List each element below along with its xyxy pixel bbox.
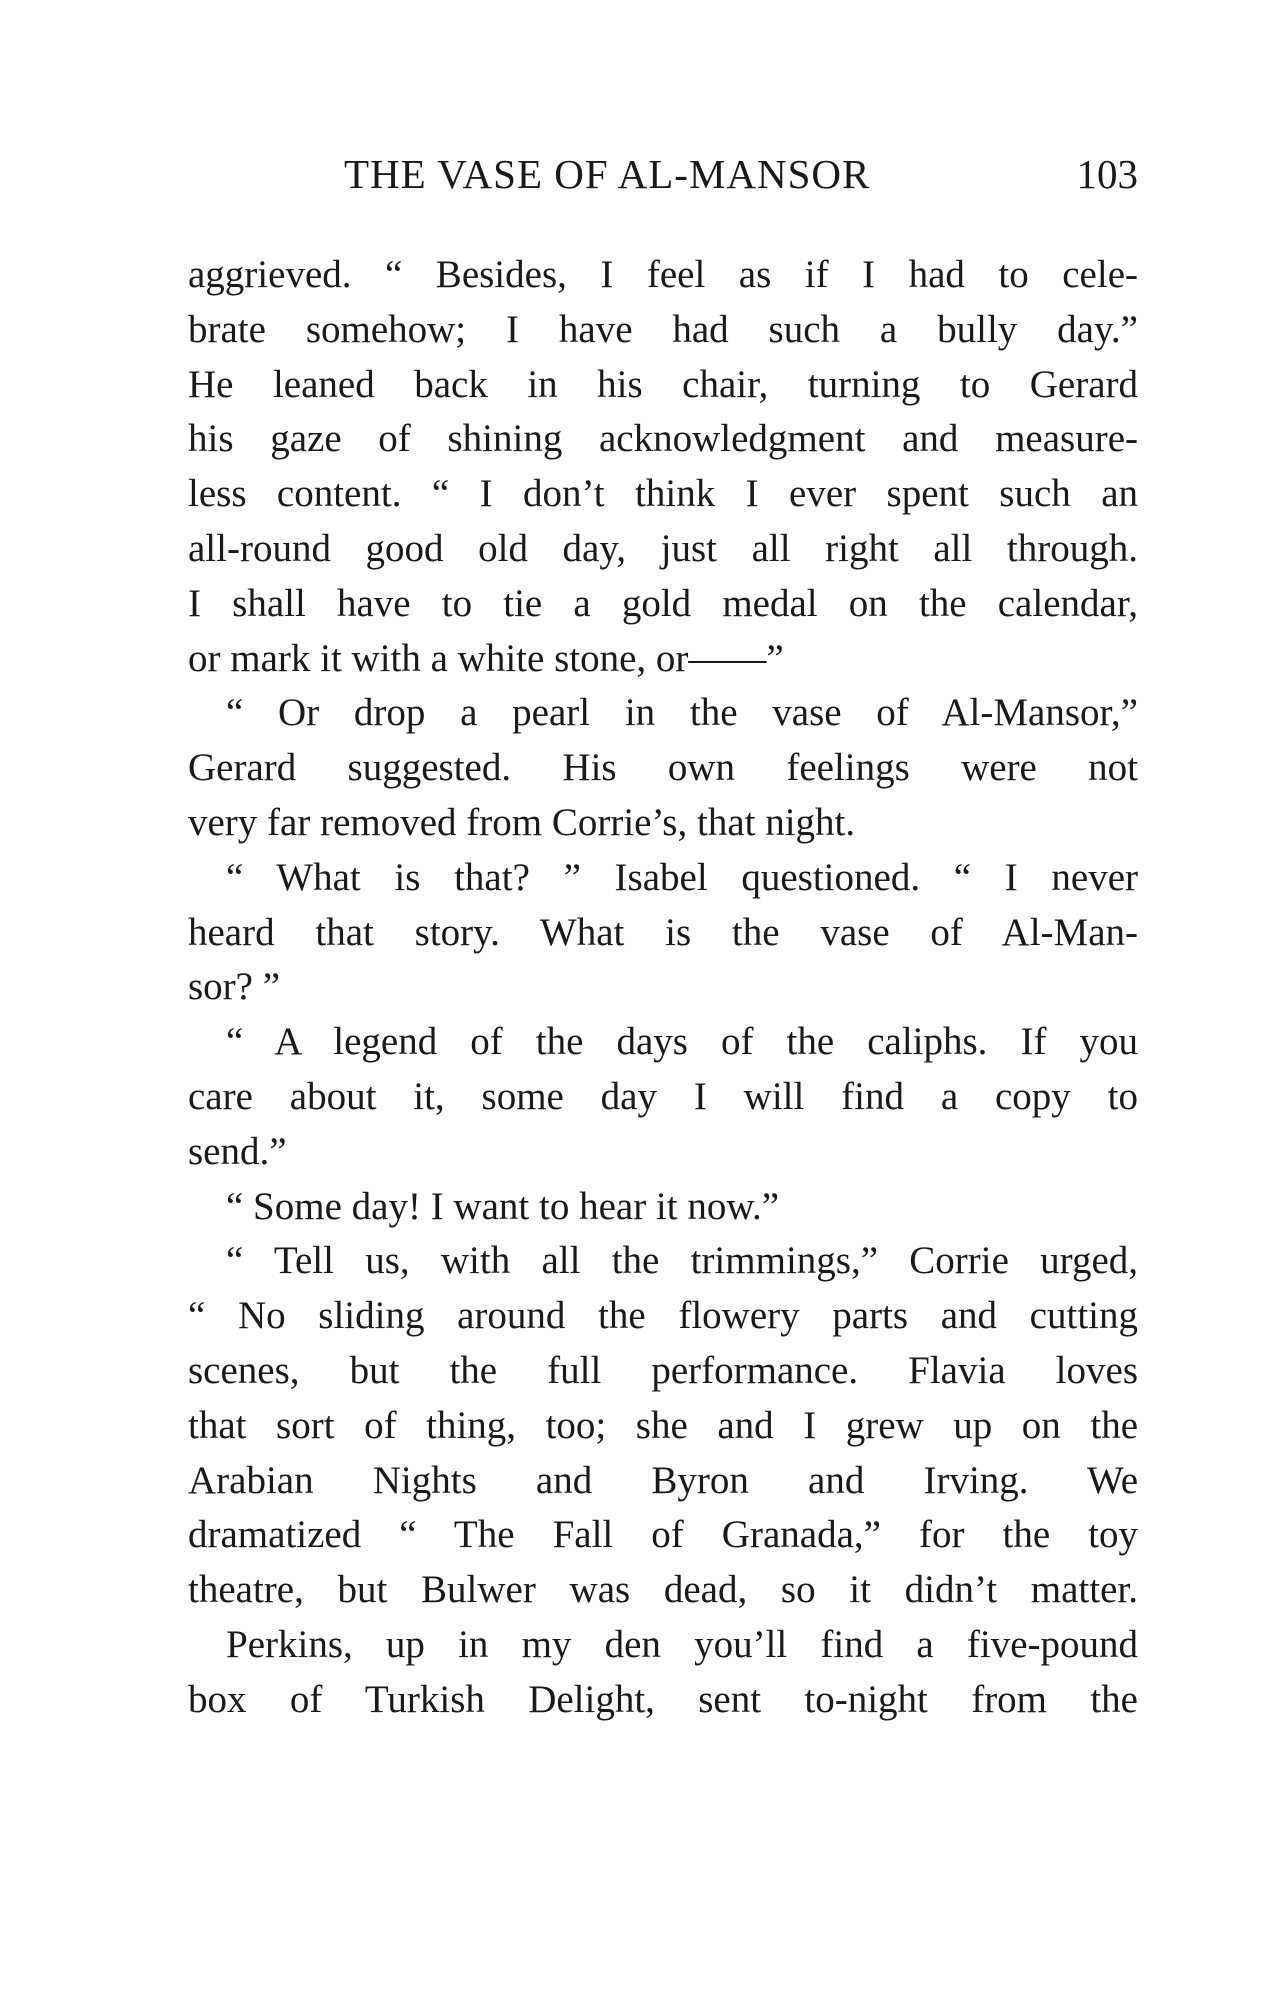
text-line: Perkins, up in my den you’ll find a five-pound (226, 1622, 1138, 1666)
text-line: Arabian Nights and Byron and Irving. We (188, 1458, 1138, 1502)
running-title: THE VASE OF AL-MANSOR (344, 151, 871, 197)
text-line: “ What is that? ” Isabel questioned. “ I never (226, 855, 1138, 899)
text-line: box of Turkish Delight, sent to-night from the (188, 1677, 1138, 1721)
text-line: dramatized “ The Fall of Granada,” for the toy (188, 1513, 1138, 1557)
text-line: that sort of thing, too; she and I grew up on the (188, 1403, 1138, 1447)
text-line: brate somehow; I have had such a bully day.” (188, 307, 1138, 351)
text-line: He leaned back in his chair, turning to Gerard (188, 362, 1138, 406)
text-line: heard that story. What is the vase of Al-Man- (188, 910, 1138, 954)
text-line: or mark it with a white stone, or——” (188, 636, 784, 680)
text-line: scenes, but the full performance. Flavia loves (188, 1348, 1138, 1392)
text-line: his gaze of shining acknowledgment and measure- (188, 417, 1138, 461)
text-line: all-round good old day, just all right all through. (188, 526, 1138, 570)
text-line: send.” (188, 1129, 287, 1173)
text-line: “ No sliding around the flowery parts and cutting (188, 1294, 1138, 1338)
text-line: Gerard suggested. His own feelings were not (188, 746, 1138, 790)
text-line: very far removed from Corrie’s, that night. (188, 800, 856, 844)
page-number: 103 (1076, 151, 1138, 197)
text-line: care about it, some day I will find a copy to (188, 1074, 1138, 1118)
text-line: aggrieved. “ Besides, I feel as if I had to cele- (188, 253, 1138, 296)
text-line: “ A legend of the days of the caliphs. If you (226, 1020, 1138, 1064)
text-line: “ Tell us, with all the trimmings,” Corrie urged, (226, 1239, 1138, 1283)
text-line: theatre, but Bulwer was dead, so it didn’t matter. (188, 1568, 1138, 1612)
text-line: “ Some day! I want to hear it now.” (226, 1184, 780, 1228)
text-line: sor? ” (188, 965, 281, 1009)
body-text (188, 248, 1138, 1728)
text-line: less content. “ I don’t think I ever spent such an (188, 472, 1138, 516)
text-line: I shall have to tie a gold medal on the calendar, (188, 581, 1138, 625)
text-line: “ Or drop a pearl in the vase of Al-Mansor,” (226, 691, 1138, 735)
running-head (188, 150, 1138, 200)
